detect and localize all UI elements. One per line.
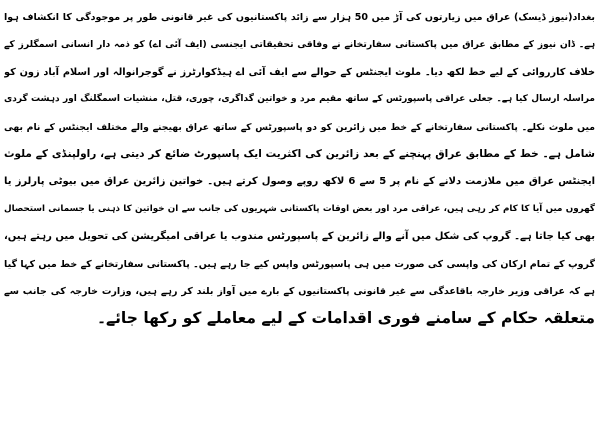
article-line-9: بھی کیا جاتا ہے۔ گروپ کی شکل میں آنے والے زائرین کے پاسپورٹس مندوب یا عراقی امیگریشن کی تحویل میں رہتے ہیں، — [4, 231, 595, 243]
article-line-7: ایجنٹس عراق میں ملازمت دلانے کے نام پر 5 سے 6 لاکھ روپے وصول کرتے ہیں۔ خواتین زائرین عراق میں بیوٹی پارلرز یا — [4, 176, 595, 188]
article-line-3: خلاف کارروائی کے لیے خط لکھ دیا۔ ملوث ایجنٹس کے حوالے سے ایف آئی اے ہیڈکوارٹرز نے گوجرانوالہ اور اسلام آباد زون کو — [4, 66, 595, 78]
article-line-4: مراسلہ ارسال کیا ہے۔ جعلی عراقی پاسپورٹس کے ساتھ مقیم مرد و خواتین گداگری، چوری، قتل، منشیات اسمگلنگ اور دہشت گردی — [4, 94, 595, 105]
article-line-8: گھروں میں آیا کا کام کر رہی ہیں، عراقی مرد اور بعض اوقات پاکستانی شہریوں کی جانب سے ان خواتین کا ذہنی یا جسمانی استحصال — [4, 203, 595, 214]
article-line-12: متعلقہ حکام کے سامنے فوری اقدامات کے لیے معاملے کو رکھا جائے۔ — [96, 309, 595, 328]
article-line-10: گروپ کے تمام ارکان کی واپسی کی صورت میں ہی پاسپورٹس واپس کیے جا رہے ہیں۔ پاکستانی سفارتخانے کے خط میں کہا گیا — [4, 258, 595, 270]
article-line-5: میں ملوث نکلے۔ پاکستانی سفارتخانے کے خط میں زائرین کو دو پاسپورٹس کے ساتھ عراق بھیجنے والے مختلف ایجنٹس کے نام بھی — [4, 121, 595, 133]
article-line-2: ہے۔ ڈان نیوز کے مطابق عراق میں پاکستانی سفارتخانے نے وفاقی تحقیقاتی ایجنسی (ایف آئی اے) کو ذمہ دار انسانی اسمگلرز کے — [4, 39, 595, 51]
article-line-1: بغداد(نیوز ڈیسک) عراق میں زیارتوں کی آڑ میں 50 ہزار سے زائد پاکستانیوں کی غیر قانونی طور پر موجودگی کا انکشاف ہوا — [4, 12, 595, 23]
article-line-6: شامل ہے۔ خط کے مطابق عراق پہنچنے کے بعد زائرین کی اکثریت ایک پاسپورٹ ضائع کر دیتی ہے، راولپنڈی کے ملوث — [4, 147, 595, 160]
article-line-11: ہے کہ عراقی وزیر خارجہ باقاعدگی سے غیر قانونی پاکستانیوں کے بارے میں آواز بلند کر رہے ہیں، وزارت خارجہ کی جانب سے — [4, 285, 595, 297]
news-article — [4, 4, 595, 444]
